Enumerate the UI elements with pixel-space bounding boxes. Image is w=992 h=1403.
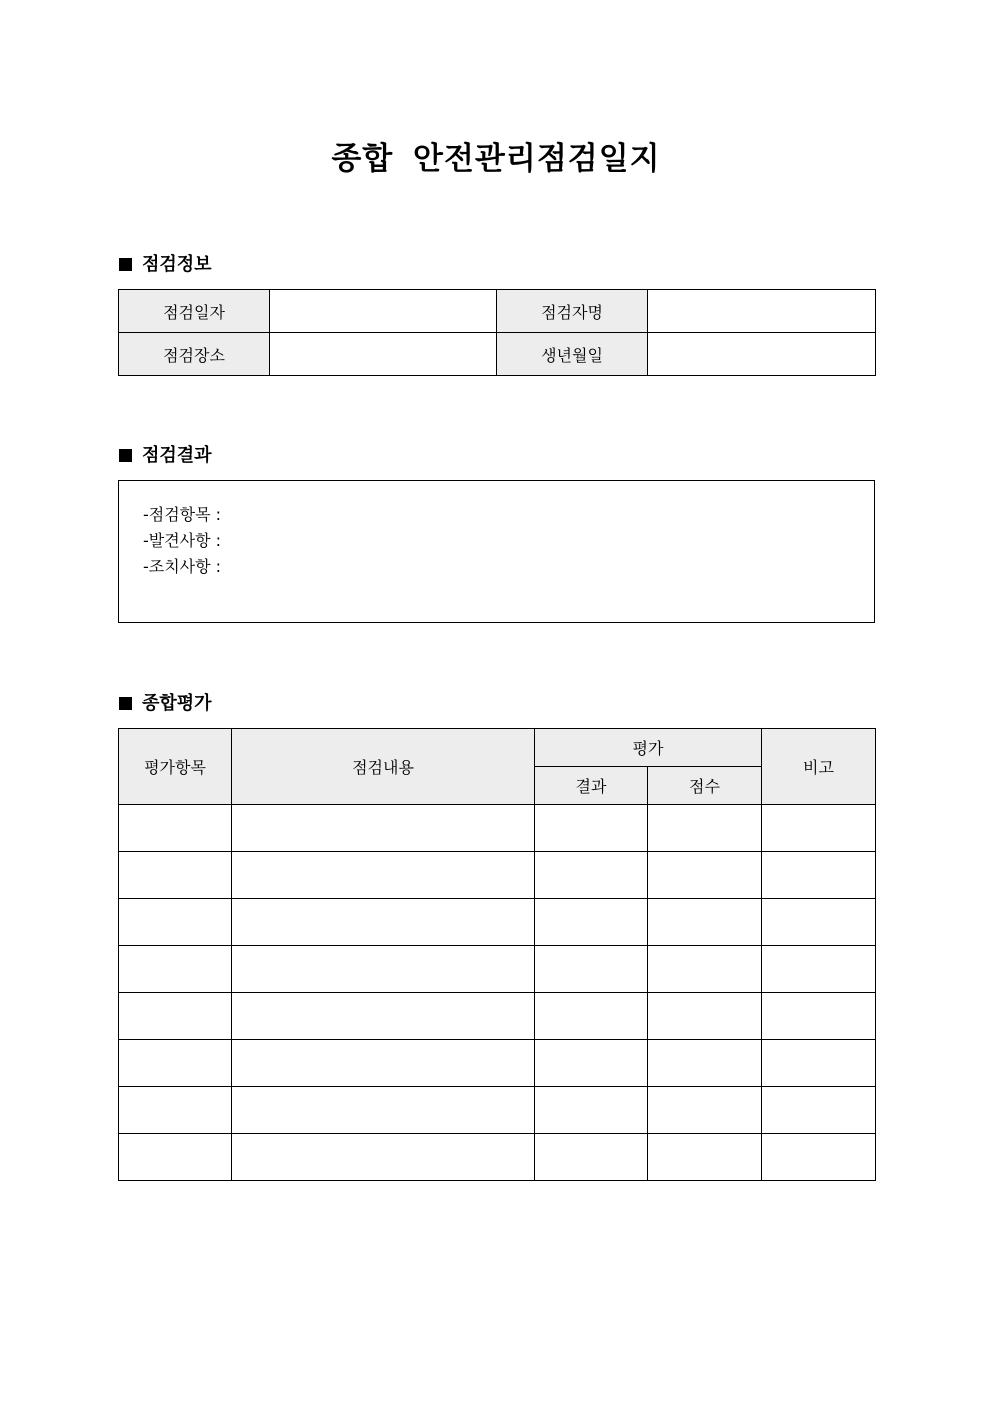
section-evaluation-heading <box>119 692 212 716</box>
eval-item-cell[interactable] <box>119 805 232 852</box>
table-row <box>119 1040 876 1087</box>
table-row <box>119 993 876 1040</box>
header-evaluation: 평가 <box>535 729 762 767</box>
section-result-label: 점검결과 <box>142 445 212 466</box>
table-row <box>119 946 876 993</box>
info-table <box>118 289 876 376</box>
header-score: 점수 <box>648 767 762 805</box>
result-item-findings: -발견사항 : <box>143 531 222 550</box>
inspector-name-field[interactable] <box>648 290 876 333</box>
eval-item-cell[interactable] <box>119 993 232 1040</box>
result-box[interactable] <box>118 480 875 623</box>
birth-date-label: 생년월일 <box>497 333 648 376</box>
table-row <box>119 805 876 852</box>
result-cell[interactable] <box>535 805 648 852</box>
note-cell[interactable] <box>762 993 876 1040</box>
section-evaluation-label: 종합평가 <box>142 693 212 714</box>
score-cell[interactable] <box>648 852 762 899</box>
inspector-name-label: 점검자명 <box>497 290 648 333</box>
table-row <box>119 852 876 899</box>
square-bullet-icon <box>119 449 132 462</box>
content-cell[interactable] <box>232 899 535 946</box>
content-cell[interactable] <box>232 805 535 852</box>
square-bullet-icon <box>119 258 132 271</box>
inspection-date-label: 점검일자 <box>119 290 270 333</box>
note-cell[interactable] <box>762 1134 876 1181</box>
table-row <box>119 899 876 946</box>
evaluation-table <box>118 728 876 1181</box>
score-cell[interactable] <box>648 1040 762 1087</box>
eval-item-cell[interactable] <box>119 899 232 946</box>
score-cell[interactable] <box>648 993 762 1040</box>
result-item-actions: -조치사항 : <box>143 557 222 576</box>
birth-date-field[interactable] <box>648 333 876 376</box>
result-cell[interactable] <box>535 993 648 1040</box>
note-cell[interactable] <box>762 1087 876 1134</box>
result-cell[interactable] <box>535 852 648 899</box>
result-cell[interactable] <box>535 946 648 993</box>
inspection-place-label: 점검장소 <box>119 333 270 376</box>
note-cell[interactable] <box>762 1040 876 1087</box>
result-cell[interactable] <box>535 1040 648 1087</box>
header-eval-item: 평가항목 <box>119 729 232 805</box>
section-info-label: 점검정보 <box>142 254 212 275</box>
header-result: 결과 <box>535 767 648 805</box>
note-cell[interactable] <box>762 805 876 852</box>
table-row <box>119 1087 876 1134</box>
score-cell[interactable] <box>648 899 762 946</box>
header-note: 비고 <box>762 729 876 805</box>
note-cell[interactable] <box>762 852 876 899</box>
score-cell[interactable] <box>648 1087 762 1134</box>
square-bullet-icon <box>119 697 132 710</box>
score-cell[interactable] <box>648 805 762 852</box>
inspection-date-field[interactable] <box>270 290 497 333</box>
note-cell[interactable] <box>762 946 876 993</box>
score-cell[interactable] <box>648 1134 762 1181</box>
eval-item-cell[interactable] <box>119 1040 232 1087</box>
result-cell[interactable] <box>535 899 648 946</box>
inspection-place-field[interactable] <box>270 333 497 376</box>
content-cell[interactable] <box>232 993 535 1040</box>
eval-item-cell[interactable] <box>119 852 232 899</box>
table-row <box>119 1134 876 1181</box>
content-cell[interactable] <box>232 1040 535 1087</box>
result-cell[interactable] <box>535 1134 648 1181</box>
content-cell[interactable] <box>232 852 535 899</box>
document-title: 종합 안전관리점검일지 <box>331 141 661 177</box>
table-row <box>119 290 876 333</box>
eval-item-cell[interactable] <box>119 946 232 993</box>
header-inspection-content: 점검내용 <box>232 729 535 805</box>
section-info-heading <box>119 253 212 277</box>
content-cell[interactable] <box>232 1134 535 1181</box>
content-cell[interactable] <box>232 946 535 993</box>
note-cell[interactable] <box>762 899 876 946</box>
eval-item-cell[interactable] <box>119 1134 232 1181</box>
table-row <box>119 333 876 376</box>
table-header-row <box>119 729 876 767</box>
eval-item-cell[interactable] <box>119 1087 232 1134</box>
section-result-heading <box>119 444 212 468</box>
score-cell[interactable] <box>648 946 762 993</box>
result-cell[interactable] <box>535 1087 648 1134</box>
result-item-inspection: -점검항목 : <box>143 505 222 524</box>
content-cell[interactable] <box>232 1087 535 1134</box>
